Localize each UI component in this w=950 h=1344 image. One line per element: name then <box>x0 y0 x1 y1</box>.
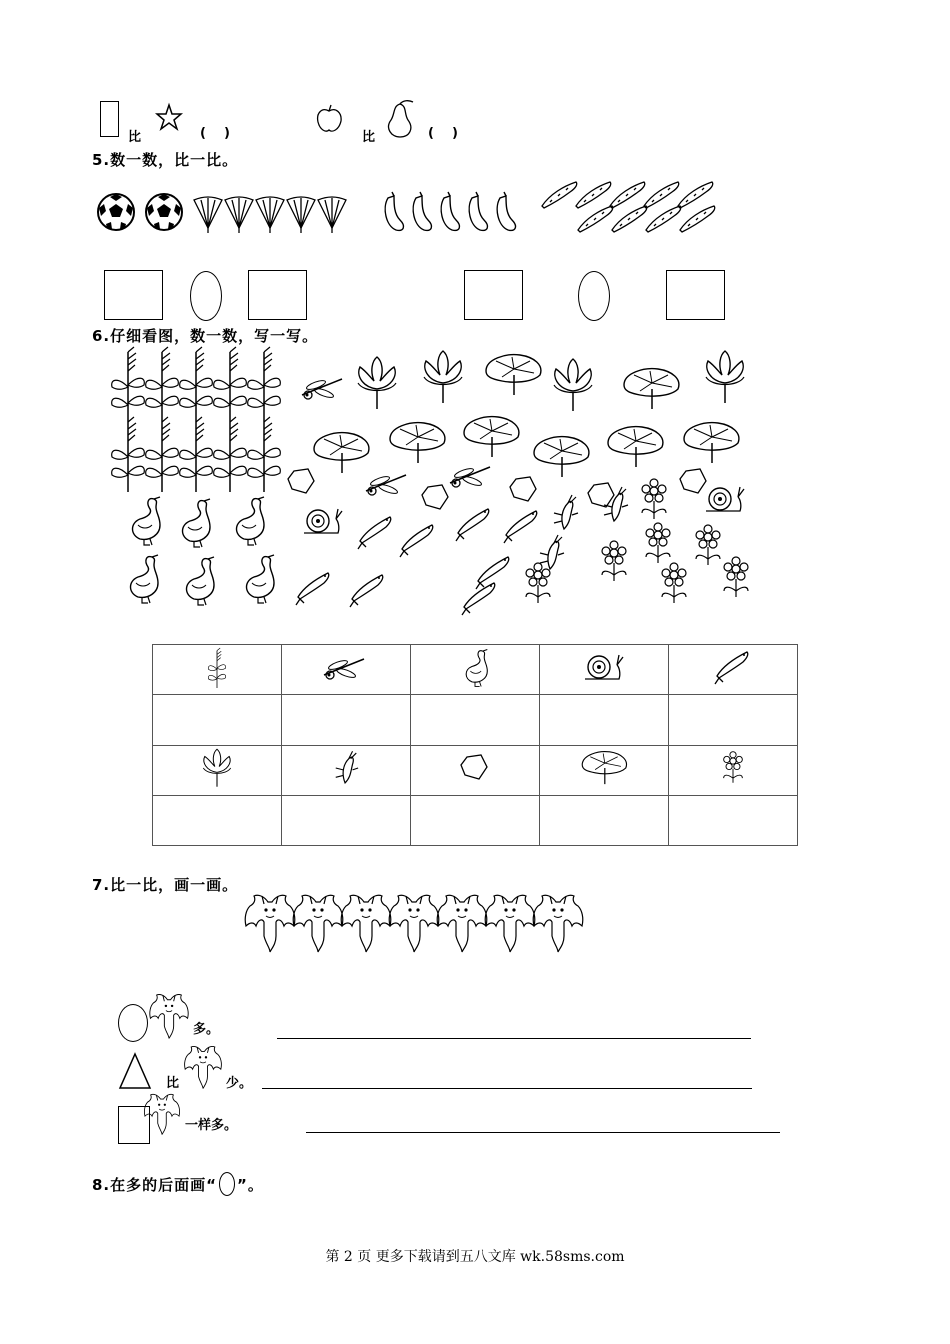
lotus-leaf-icon <box>579 748 629 788</box>
table-cell-icon <box>411 645 540 695</box>
answer-box-right-2[interactable] <box>666 270 725 320</box>
table-cell-icon <box>669 645 798 695</box>
table-cell-icon <box>669 745 798 795</box>
answer-cell[interactable] <box>540 795 669 845</box>
table-cell-icon <box>282 745 411 795</box>
question-8-title <box>92 1172 264 1196</box>
answer-cell[interactable] <box>282 695 411 745</box>
table-cell-icon <box>282 645 411 695</box>
lotus-icon <box>199 748 235 788</box>
dragonfly-icon <box>324 655 368 681</box>
line3-text: 一样多。 <box>185 1118 238 1133</box>
line2-text: 少。 <box>226 1076 253 1091</box>
pear-icon <box>383 98 417 138</box>
fan-icon <box>192 196 352 234</box>
soccer-ball-icon <box>96 192 136 232</box>
answer-cell[interactable] <box>540 695 669 745</box>
stone-icon <box>461 754 489 782</box>
line2-compare-word: 比 <box>166 1076 180 1091</box>
apple-icon <box>314 104 344 134</box>
answer-cell[interactable] <box>282 795 411 845</box>
question-7-title: 7.比一比，画一画。 <box>92 876 239 894</box>
answer-cell[interactable] <box>153 695 282 745</box>
compare-word-right: 比 <box>362 130 376 145</box>
answer-line-2[interactable] <box>262 1088 752 1089</box>
answer-cell[interactable] <box>669 795 798 845</box>
bat-icon <box>148 992 190 1040</box>
eggplant-icon <box>382 192 527 234</box>
table-cell-icon <box>540 645 669 695</box>
answer-line-1[interactable] <box>277 1038 751 1039</box>
soccer-ball-icon <box>144 192 184 232</box>
triangle-shape-icon <box>118 1052 152 1090</box>
table-row-answers-1 <box>153 695 798 745</box>
table-cell-icon <box>153 645 282 695</box>
star-icon <box>156 104 182 130</box>
page-footer: 第 2 页 更多下载请到五八文库 wk.58sms.com <box>325 1249 625 1265</box>
answer-paren-left[interactable]: ( ) <box>200 126 230 141</box>
question-6-title: 6.仔细看图，数一数，写一写。 <box>92 327 319 345</box>
answer-paren-right[interactable]: ( ) <box>428 126 458 141</box>
table-row-answers-2 <box>153 795 798 845</box>
compare-word-left: 比 <box>128 130 142 145</box>
table-cell-icon <box>153 745 282 795</box>
answer-line-3[interactable] <box>306 1132 780 1133</box>
line1-text: 多。 <box>193 1022 220 1037</box>
table-row-icons-2 <box>153 745 798 795</box>
circle-shape-icon <box>118 1004 148 1042</box>
bat-icon <box>142 1092 182 1136</box>
cucumber-icon <box>540 178 720 238</box>
grass-plant-icon <box>197 648 237 688</box>
compare-oval-right[interactable] <box>578 271 610 321</box>
question-8-title-after: ”。 <box>237 1175 264 1194</box>
counting-table <box>152 644 798 846</box>
table-row-icons-1 <box>153 645 798 695</box>
goose-icon <box>460 648 490 688</box>
answer-cell[interactable] <box>411 695 540 745</box>
question-5-title: 5.数一数，比一比。 <box>92 151 239 169</box>
bat-icon <box>182 1044 224 1090</box>
bat-row <box>244 892 584 954</box>
compare-oval-left[interactable] <box>190 271 222 321</box>
table-cell-icon <box>411 745 540 795</box>
answer-cell[interactable] <box>669 695 798 745</box>
answer-cell[interactable] <box>411 795 540 845</box>
flower-icon <box>719 750 747 786</box>
snail-icon <box>583 653 625 683</box>
answer-box-left-1[interactable] <box>104 270 163 320</box>
fish-icon <box>715 650 751 686</box>
small-oval-shape-icon <box>219 1172 235 1196</box>
answer-cell[interactable] <box>153 795 282 845</box>
answer-box-right-1[interactable] <box>464 270 523 320</box>
rectangle-shape-icon <box>100 101 119 137</box>
crab-bug-icon <box>332 750 360 786</box>
answer-box-left-2[interactable] <box>248 270 307 320</box>
table-cell-icon <box>540 745 669 795</box>
question-8-title-before: 8.在多的后面画“ <box>92 1175 217 1194</box>
counting-picture <box>100 345 770 615</box>
